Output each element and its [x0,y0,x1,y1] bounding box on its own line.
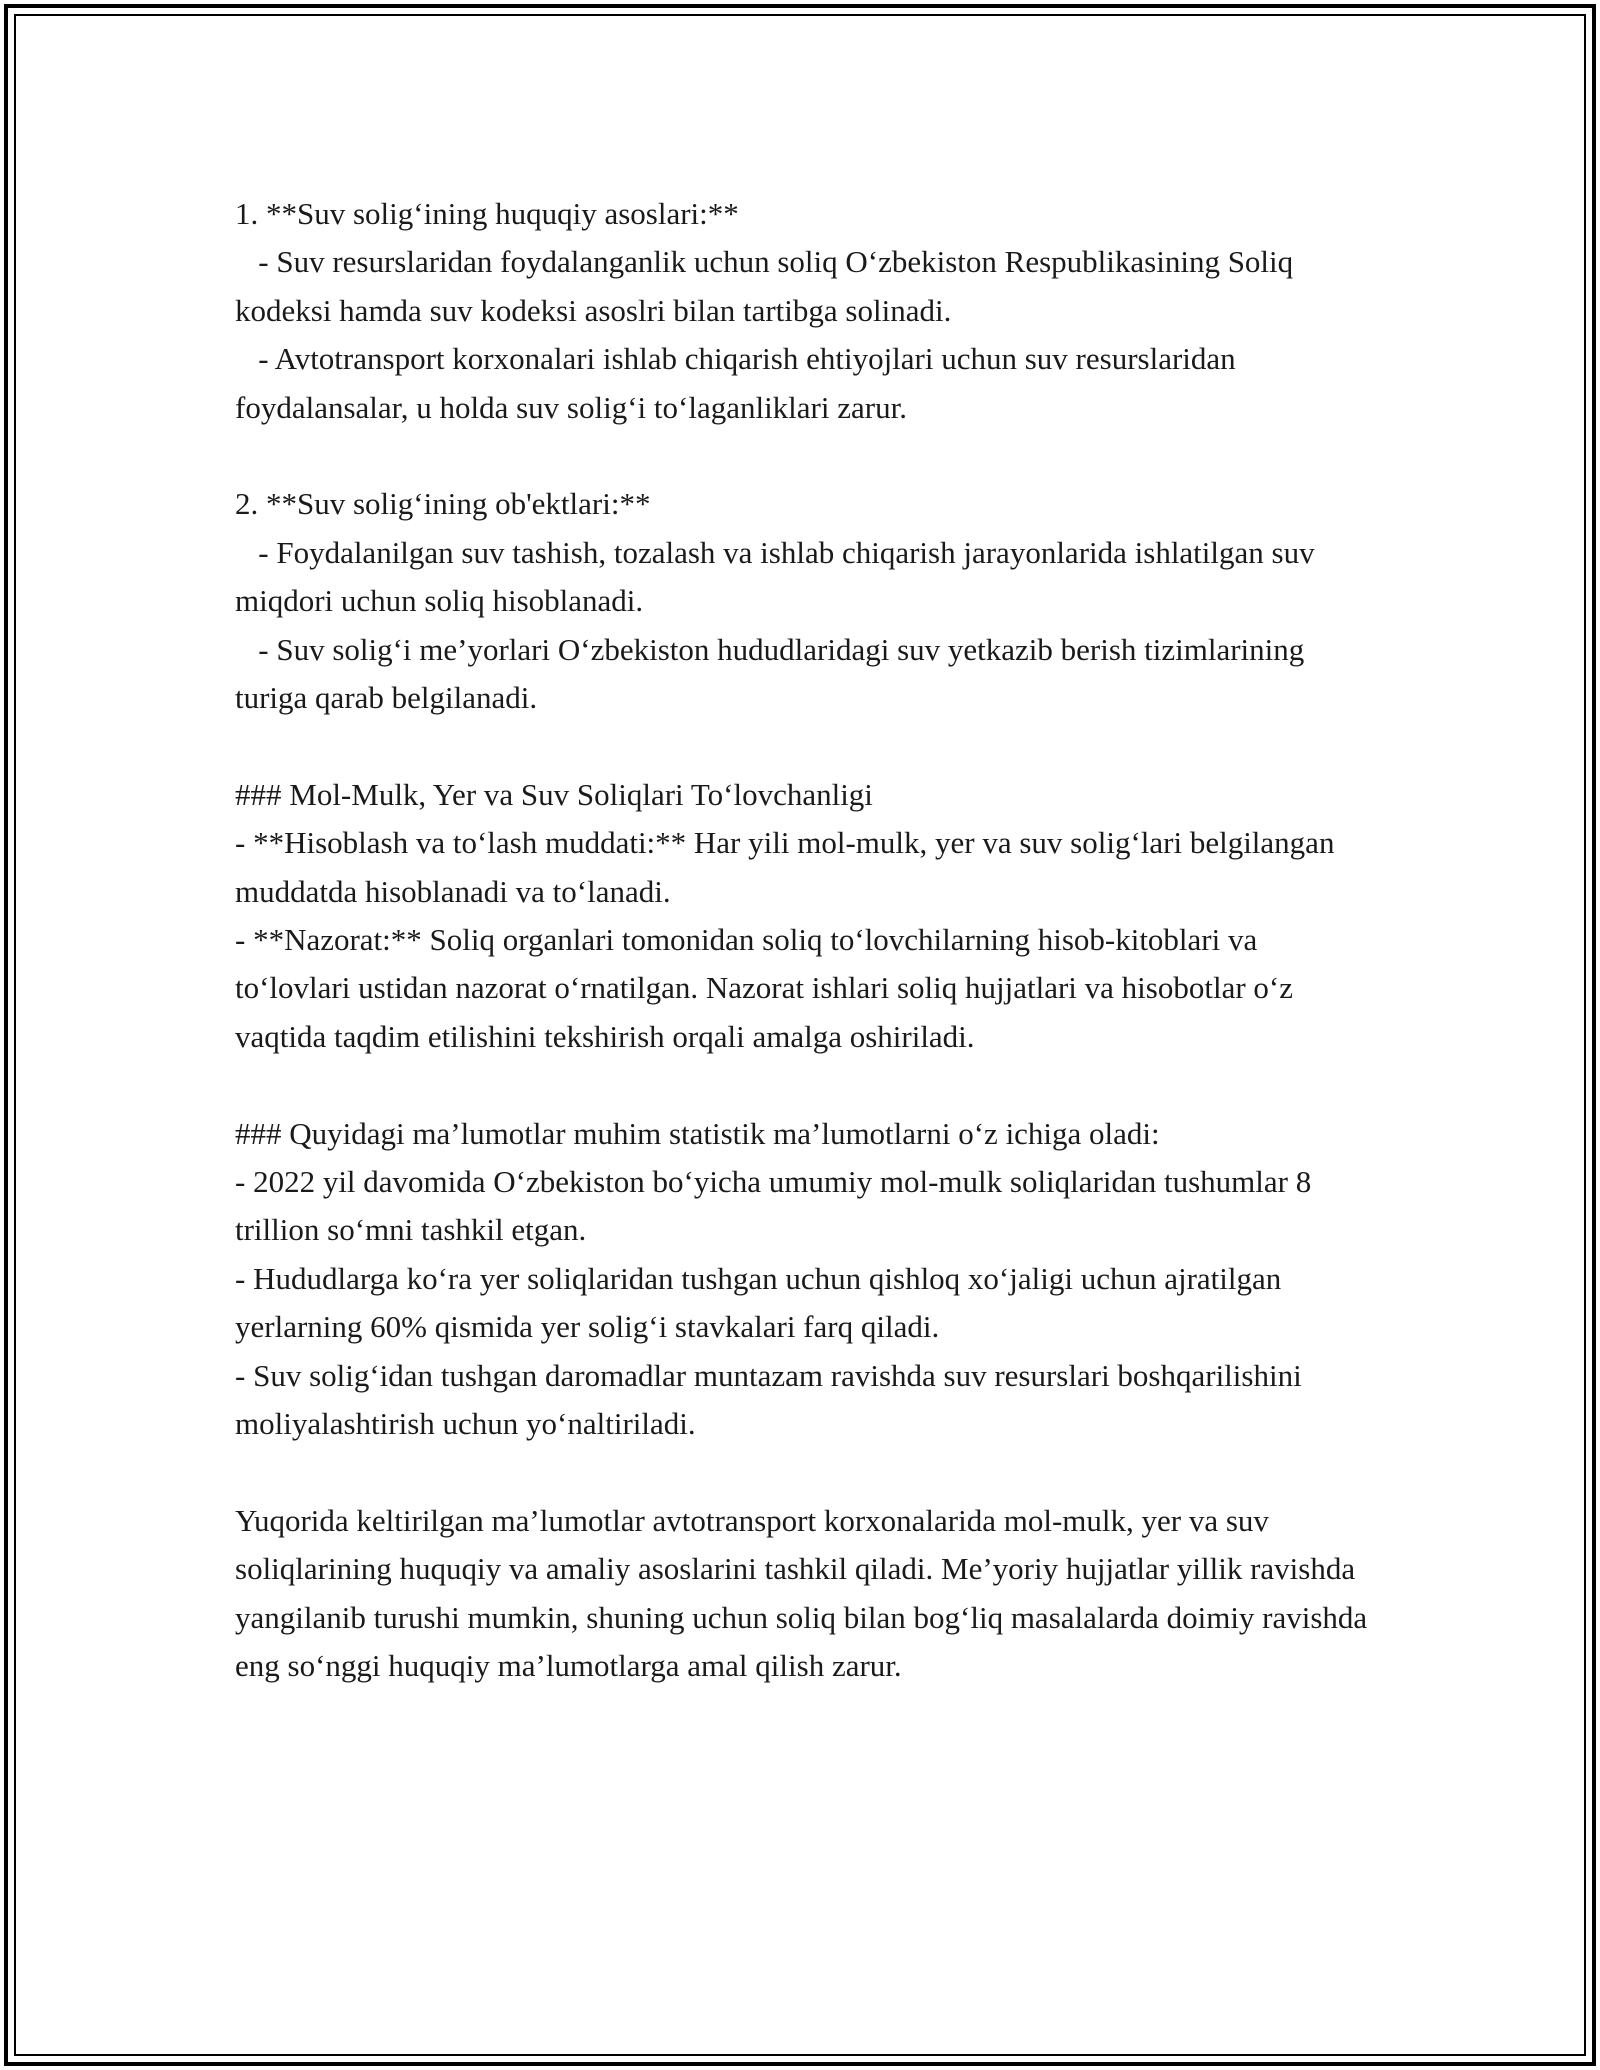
section-water-tax-objects [235,480,1375,722]
section-heading: 1. **Suv solig‘ining huquqiy asoslari:** [235,196,739,231]
list-item: - 2022 yil davomida O‘zbekiston bo‘yicha umumiy mol-mulk soliqlaridan tushumlar 8 trillion so‘mni tashkil etgan. [235,1164,1319,1248]
section-heading: ### Quyidagi ma’lumotlar muhim statistik ma’lumotlarni o‘z ichiga oladi: [235,1115,1160,1151]
section-heading: 2. **Suv solig‘ining ob'ektlari:** [235,486,651,522]
paragraph-gap [235,1449,1375,1497]
list-item: - Suv solig‘i me’yorlari O‘zbekiston hududlaridagi suv yetkazib berish tizimlarining turiga qarab belgilanadi. [235,631,1313,716]
list-item: - Suv solig‘idan tushgan daromadlar muntazam ravishda suv resurslari boshqarilishini moliyalashtirish uchun yo‘naltiriladi. [235,1357,1310,1442]
section-statistics [235,1110,1375,1449]
list-item: - Avtotransport korxonalari ishlab chiqarish ehtiyojlari uchun suv resurslaridan foydalansalar, u holda suv solig‘i to‘laganliklari zarur. [235,341,1244,425]
paragraph-gap [235,722,1375,770]
list-item: - **Hisoblash va to‘lash muddati:** Har yili mol-mulk, yer va suv solig‘lari belgilangan muddatda hisoblanadi va to‘lanadi. [235,825,1343,909]
section-conclusion [235,1497,1375,1691]
list-item: - Suv resurslaridan foydalanganlik uchun soliq O‘zbekiston Respublikasining Soliq kodeksi hamda suv kodeksi asoslri bilan tartibga solinadi. [235,244,1301,328]
paragraph-gap [235,432,1375,480]
section-water-tax-legal-basis [235,190,1375,432]
list-item: - **Nazorat:** Soliq organlari tomonidan soliq to‘lovchilarning hisob-kitoblari va to‘lovlari ustidan nazorat o‘rnatilgan. Nazorat ishlari soliq hujjatlari va hisobotlar o‘z vaqtida taqdim etilishini tekshirish orqali amalga oshiriladi. [235,922,1301,1054]
conclusion-paragraph: Yuqorida keltirilgan ma’lumotlar avtotransport korxonalarida mol-mulk, yer va suv soliqlarining huquqiy va amaliy asoslarini tashkil qiladi. Me’yoriy hujjatlar yillik ravishda yangilanib turushi mumkin, shuning uchun soliq bilan bog‘liq masalalarda doimiy ravishda eng so‘nggi huquqiy ma’lumotlarga amal qilish zarur. [235,1502,1375,1684]
list-item: - Foydalanilgan suv tashish, tozalash va ishlab chiqarish jarayonlarida ishlatilgan suv miqdori uchun soliq hisoblanadi. [235,534,1323,619]
paragraph-gap [235,1061,1375,1109]
list-item: - Hududlarga ko‘ra yer soliqlaridan tushgan uchun qishloq xo‘jaligi uchun ajratilgan yerlarning 60% qismida yer solig‘i stavkalari farq qiladi. [235,1260,1290,1345]
section-heading: ### Mol-Mulk, Yer va Suv Soliqlari To‘lovchanligi [235,776,873,812]
document-body [235,190,1375,1691]
section-tax-payment [235,771,1375,1061]
